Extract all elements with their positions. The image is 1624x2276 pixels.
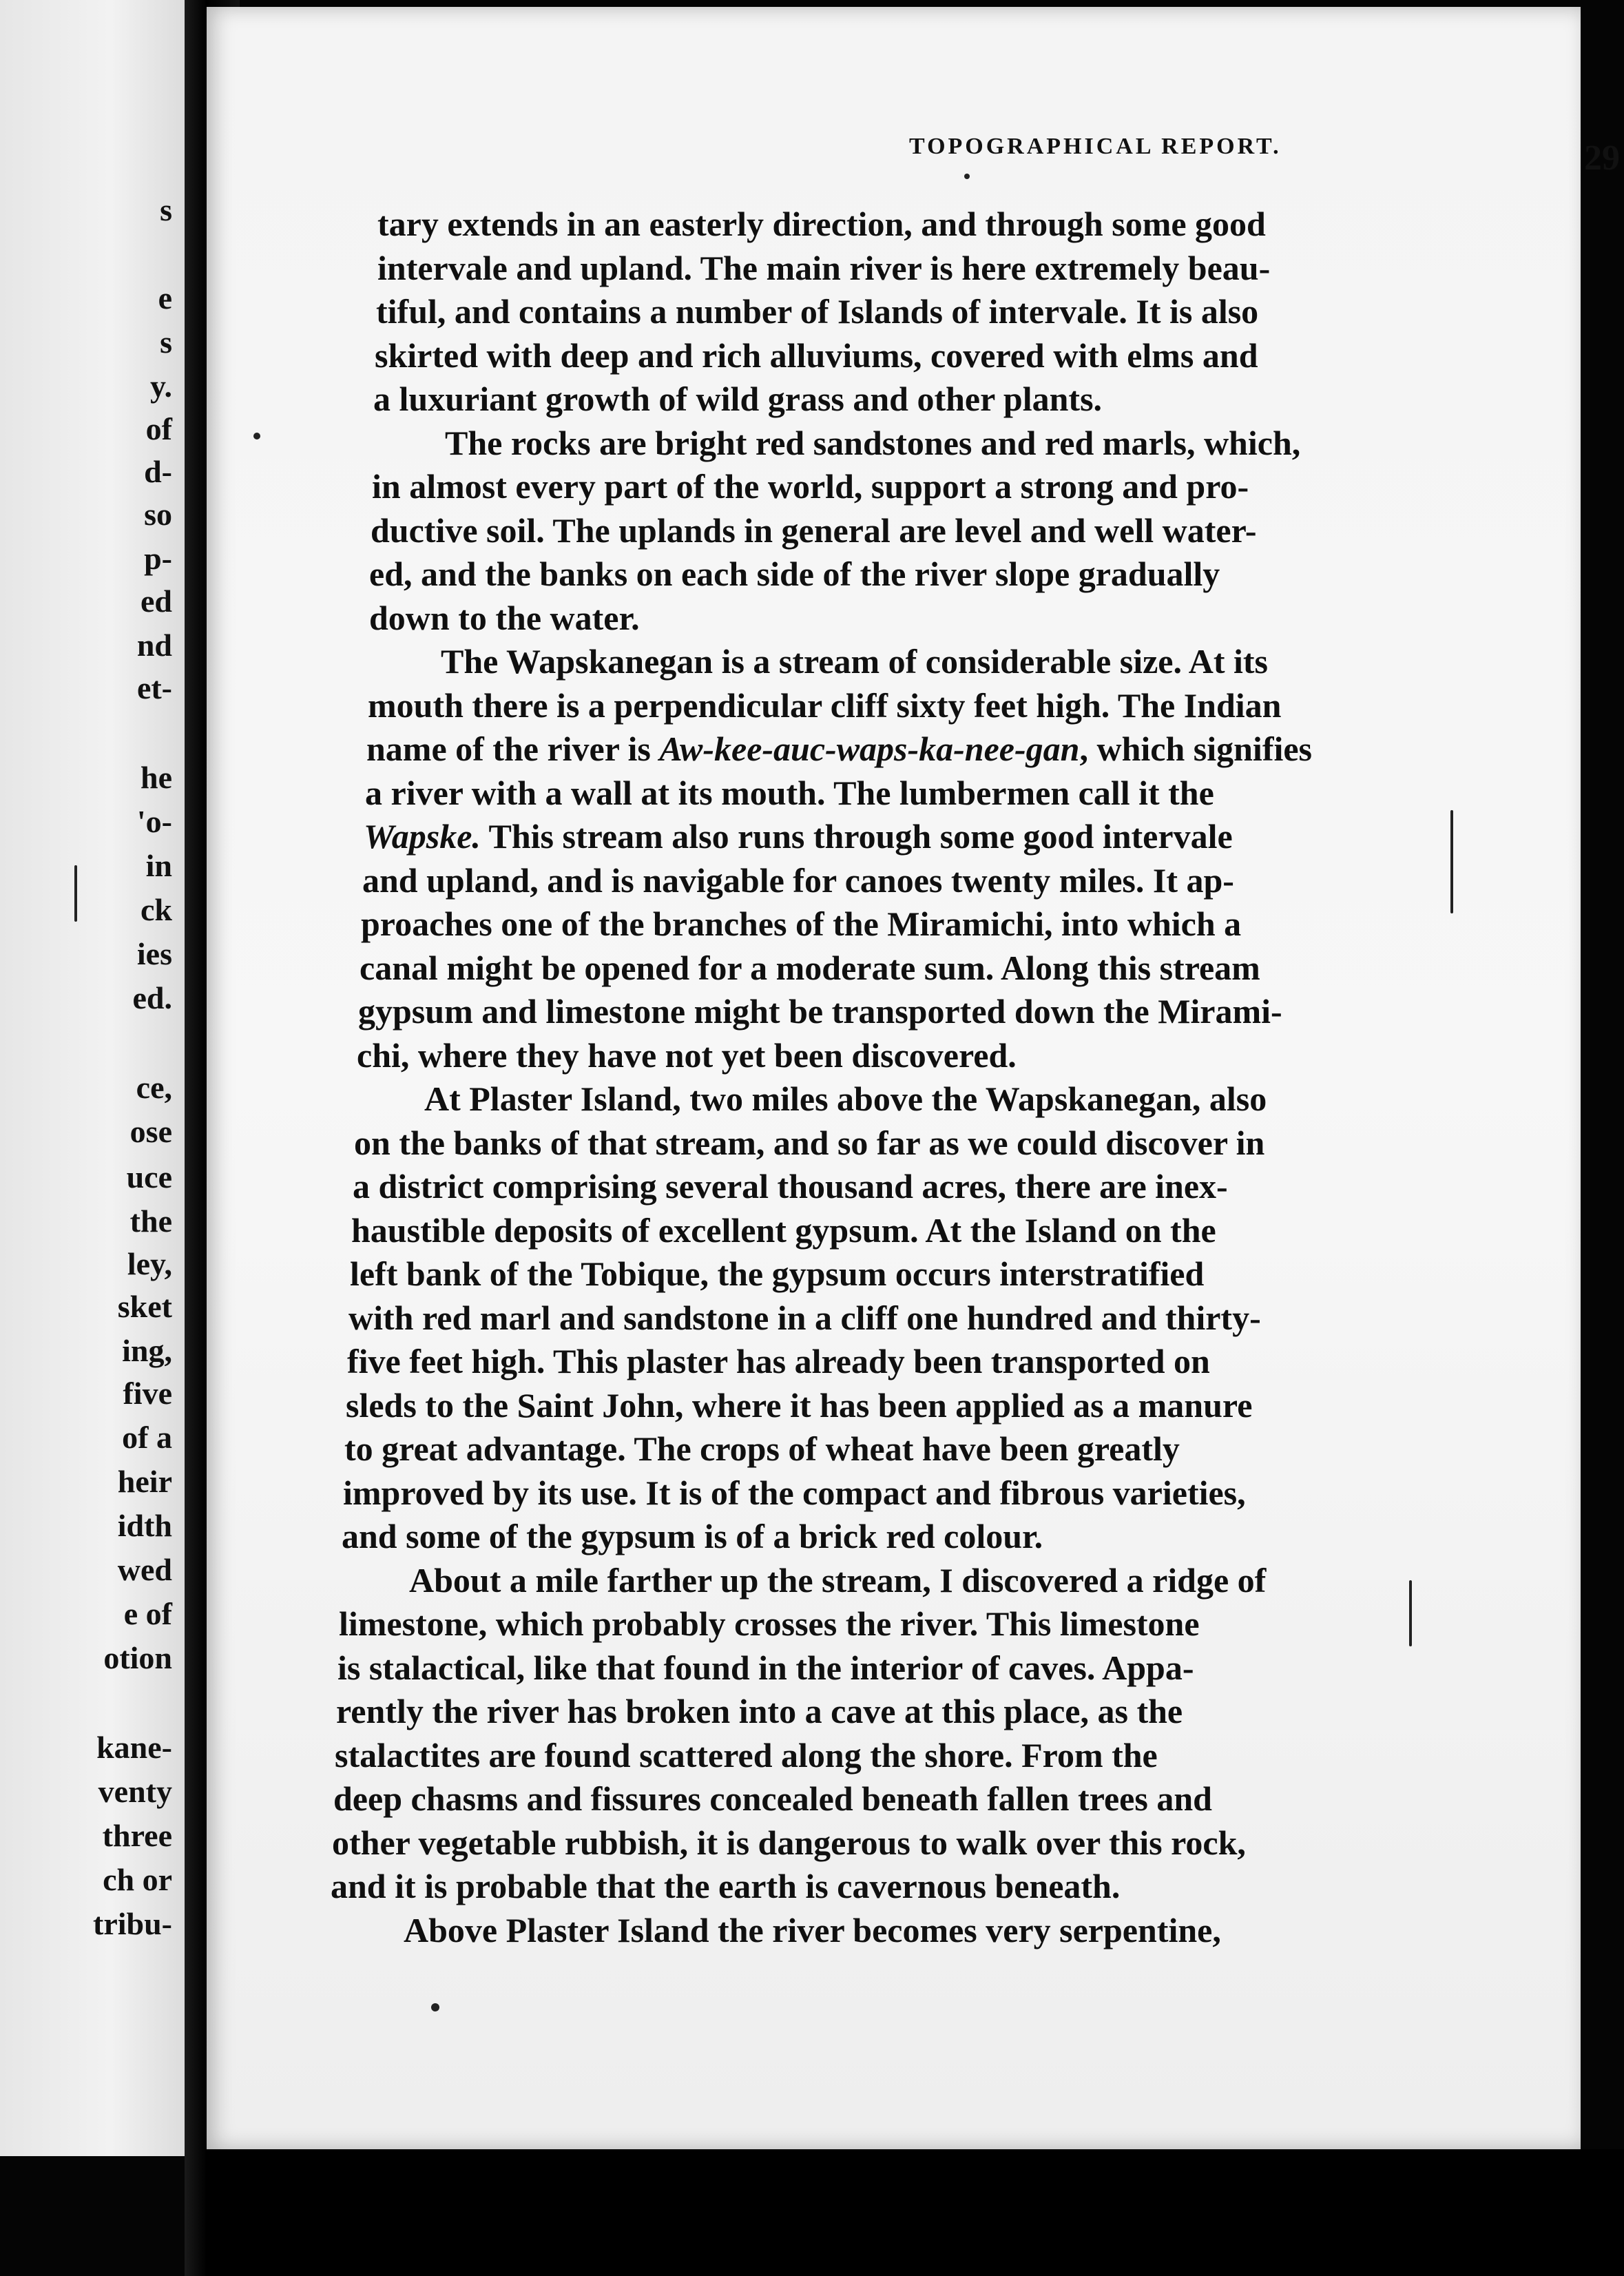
scan-speck [253,433,260,439]
left-page-fragment: ing, [122,1333,172,1368]
left-page-fragment: idth [117,1508,172,1543]
text-line-segment: , which signifies [1079,730,1313,768]
left-page-fragment: in [145,848,172,883]
text-line: haustible deposits of excellent gypsum. At the Island on the [351,1211,1216,1250]
left-page-fragment: nd [136,628,172,663]
left-page-fragment: ed [140,583,172,619]
left-page-fragment: ies [136,936,172,971]
left-page-fragment: five [123,1376,172,1411]
text-line: limestone, which probably crosses the river. This limestone [339,1604,1200,1643]
text-line: improved by its use. It is of the compact and fibrous varieties, [343,1473,1246,1512]
left-page-fragment: ch or [103,1862,172,1897]
left-page-fragment: uce [126,1159,172,1194]
left-page-fragment: p- [144,541,172,576]
text-line: mouth there is a perpendicular cliff sixty feet high. The Indian [368,686,1282,725]
left-page-fragment: he [140,760,172,795]
paragraph-first-line: The rocks are bright red sandstones and red marls, which, [445,424,1301,462]
text-line-segment: This stream also runs through some good intervale [480,817,1233,856]
left-page-fragment: kane- [96,1730,172,1765]
text-line: in almost every part of the world, support a strong and pro- [372,467,1249,506]
text-line: a district comprising several thousand acres, there are inex- [353,1167,1228,1206]
left-page-fragment: heir [117,1464,172,1499]
left-page-fragment: the [129,1203,172,1239]
text-line [364,819,1233,854]
left-page-fragment: ley, [127,1246,172,1281]
text-line: a luxuriant growth of wild grass and other plants. [373,380,1103,418]
text-line: to great advantage. The crops of wheat have been greatly [344,1429,1180,1468]
text-line: and upland, and is navigable for canoes twenty miles. It ap- [362,861,1234,900]
left-page-fragment: otion [103,1640,172,1675]
text-line: a river with a wall at its mouth. The lumbermen call it the [365,774,1214,812]
left-page-fragment: of a [122,1420,172,1455]
running-header: TOPOGRAPHICAL REPORT. [909,134,1282,159]
text-line: and it is probable that the earth is cavernous beneath. [331,1867,1121,1905]
text-line: rently the river has broken into a cave at this place, as the [336,1692,1183,1730]
text-line: ductive soil. The uplands in general are level and well water- [371,511,1257,550]
text-line: and some of the gypsum is of a brick red colour. [342,1517,1043,1555]
left-page-fragment: ce, [136,1070,172,1105]
paragraph-first-line: Above Plaster Island the river becomes very serpentine, [404,1911,1221,1949]
paragraph-first-line: About a mile farther up the stream, I discovered a ridge of [409,1561,1267,1600]
left-page-fragment: ose [129,1114,172,1149]
wapske-italic: Wapske. [364,817,481,856]
left-page-fragment: et- [136,670,172,705]
left-page-fragment: venty [98,1774,172,1809]
left-page-fragment: of [145,411,172,446]
left-page-fragment: tribu- [93,1906,172,1941]
paragraph-first-line: At Plaster Island, two miles above the Wapskanegan, also [424,1079,1267,1118]
text-line: chi, where they have not yet been discovered. [357,1036,1017,1075]
margin-mark [1450,810,1453,913]
text-line: deep chasms and fissures concealed beneath fallen trees and [333,1779,1212,1818]
text-line: skirted with deep and rich alluviums, covered with elms and [375,336,1258,375]
left-page-fragment: e of [123,1596,172,1631]
text-line: sleds to the Saint John, where it has been applied as a manure [346,1386,1253,1425]
left-page-fragment: e [158,280,172,315]
text-line: tary extends in an easterly direction, and through some good [377,205,1266,243]
left-page-fragment: so [144,497,172,532]
margin-mark [74,865,77,922]
page-number: 29 [1584,138,1620,178]
text-line: down to the water. [369,599,640,637]
text-line [366,732,1312,766]
left-page-fragment: wed [117,1552,172,1587]
scan-speck [431,2003,439,2011]
text-line: is stalactical, like that found in the interior of caves. Appa- [337,1648,1194,1687]
text-line: with red marl and sandstone in a cliff one hundred and thirty- [348,1299,1261,1337]
left-page-fragment: s [160,324,172,360]
text-line: proaches one of the branches of the Miramichi, into which a [361,904,1242,943]
text-line: left bank of the Tobique, the gypsum occurs interstratified [350,1254,1205,1293]
left-page-fragment: d- [144,454,172,489]
left-page-fragment: y. [150,369,172,404]
text-line: on the banks of that stream, and so far as we could discover in [354,1124,1265,1162]
left-page-fragment: sket [117,1289,172,1324]
scan-bottom-edge [207,2149,1624,2276]
text-line: other vegetable rubbish, it is dangerous to walk over this rock, [332,1823,1246,1862]
left-page-fragment: s [160,192,172,227]
text-line-segment: name of the river is [366,730,660,768]
text-line: five feet high. This plaster has already been transported on [347,1342,1210,1380]
left-page-fragment: ed. [132,980,172,1015]
left-page-fragment: ck [140,892,172,927]
left-page-fragment: three [102,1818,172,1853]
text-line: gypsum and limestone might be transported down the Mirami- [358,992,1282,1031]
indian-name-italic: Aw-kee-auc-waps-ka-nee-gan [659,730,1080,768]
scan-speck [964,174,970,179]
text-line: stalactites are found scattered along the shore. From the [335,1736,1158,1775]
text-line: ed, and the banks on each side of the river slope gradually [369,555,1220,593]
text-line: tiful, and contains a number of Islands of intervale. It is also [376,292,1259,331]
paragraph-first-line: The Wapskanegan is a stream of considerable size. At its [441,642,1268,681]
left-facing-page [0,0,185,2156]
text-line: canal might be opened for a moderate sum. Along this stream [360,949,1260,987]
margin-mark [1409,1580,1412,1646]
left-page-fragment: 'o- [136,804,172,839]
text-line: intervale and upland. The main river is here extremely beau- [377,249,1271,287]
